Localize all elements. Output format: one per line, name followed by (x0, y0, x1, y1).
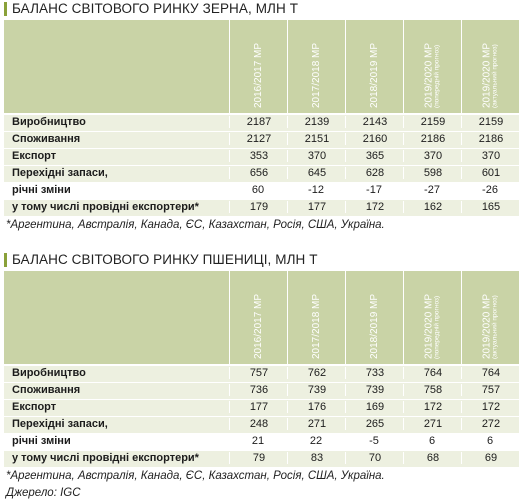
table-row (4, 383, 519, 399)
table-cell: 177 (229, 401, 288, 413)
table-cell: 169 (345, 401, 404, 413)
table-cell: 70 (345, 452, 404, 464)
table-cell: 628 (345, 167, 404, 179)
column-header-text: 2019/2020 МР (423, 293, 435, 359)
table-cell: 272 (461, 418, 520, 430)
table-cell: 370 (403, 150, 462, 162)
table-cell: 764 (461, 367, 520, 379)
column-header-text: 2017/2018 МР (311, 42, 322, 108)
table-cell: 179 (229, 201, 288, 213)
table-row (4, 400, 519, 416)
column-header-text: 2019/2020 МР (481, 42, 493, 108)
column-header-subtext: (попередній прогноз) (433, 295, 441, 359)
row-label: Виробництво (12, 116, 86, 128)
table-cell: 172 (345, 201, 404, 213)
table-cell: 172 (403, 401, 462, 413)
table-cell: 2143 (345, 116, 404, 128)
table-cell: 69 (461, 452, 520, 464)
table-cell: 739 (345, 384, 404, 396)
table-row (4, 417, 519, 433)
column-header-label (312, 294, 322, 359)
table-row (4, 132, 519, 148)
table-cell: 370 (287, 150, 346, 162)
row-label: у тому числі провідні експортери* (12, 452, 199, 464)
column-header-label (425, 294, 442, 359)
table-cell: 2186 (403, 133, 462, 145)
table-cell: 172 (461, 401, 520, 413)
table-cell: 2139 (287, 116, 346, 128)
table-cell: 6 (486, 435, 494, 447)
table-cell: -27 (424, 184, 440, 196)
column-header (287, 20, 346, 113)
table-row (4, 115, 519, 131)
column-header-label (370, 43, 380, 108)
row-label: Перехідні запаси, (12, 418, 108, 430)
title-accent-bar (4, 253, 7, 267)
column-header (403, 271, 462, 364)
table-header (4, 20, 519, 113)
table-cell: 656 (229, 167, 288, 179)
table-cell: 758 (403, 384, 462, 396)
table-cell: 165 (461, 201, 520, 213)
table-cell: -17 (366, 184, 382, 196)
table-cell: 265 (345, 418, 404, 430)
table-cell: 2186 (461, 133, 520, 145)
table-cell: 83 (287, 452, 346, 464)
column-header-label (312, 43, 322, 108)
table-cell: 353 (229, 150, 288, 162)
table-row (4, 366, 519, 382)
column-header-text: 2019/2020 МР (481, 293, 493, 359)
row-label: у тому числі провідні експортери* (12, 201, 199, 213)
column-header (345, 20, 404, 113)
table-cell: 248 (229, 418, 288, 430)
source-note: Джерело: IGC (6, 487, 81, 499)
table-row (4, 166, 519, 182)
table-cell: 2159 (403, 116, 462, 128)
table-cell: -5 (369, 435, 379, 447)
table-header (4, 271, 519, 364)
column-header-label (370, 294, 380, 359)
column-header-text: 2016/2017 МР (253, 293, 264, 359)
column-header-text: 2018/2019 МР (369, 293, 380, 359)
table-cell: 271 (287, 418, 346, 430)
table-row (4, 183, 519, 199)
table-cell: 601 (461, 167, 520, 179)
table-cell: 60 (251, 184, 265, 196)
row-label: річні зміни (12, 435, 71, 447)
table-cell: 2187 (229, 116, 288, 128)
column-header-subtext: (актуальний прогноз) (491, 44, 499, 108)
column-header-subtext: (актуальний прогноз) (491, 295, 499, 359)
column-header-text: 2017/2018 МР (311, 293, 322, 359)
wheat-table-title: БАЛАНС СВІТОВОГО РИНКУ ПШЕНИЦІ, МЛН Т (12, 252, 318, 267)
table-cell: 271 (403, 418, 462, 430)
table-cell: 370 (461, 150, 520, 162)
table-cell: 365 (345, 150, 404, 162)
column-header-subtext: (попередній прогноз) (433, 44, 441, 108)
table-cell: 764 (403, 367, 462, 379)
table-row (4, 451, 519, 467)
table-cell: 79 (229, 452, 288, 464)
column-header (287, 271, 346, 364)
table-cell: 2159 (461, 116, 520, 128)
table-cell: 2151 (287, 133, 346, 145)
table-cell: 162 (403, 201, 462, 213)
wheat-title-row (0, 251, 525, 269)
column-header-label (483, 43, 500, 108)
table-cell: 22 (309, 435, 323, 447)
column-header-label (254, 43, 264, 108)
row-label: Споживання (12, 384, 81, 396)
column-header (461, 271, 520, 364)
row-label: Споживання (12, 133, 81, 145)
table-cell: 68 (403, 452, 462, 464)
table-cell: 176 (287, 401, 346, 413)
wheat-footnote: *Аргентина, Австралія, Канада, ЄС, Казахстан, Росія, США, Україна. (6, 470, 385, 482)
row-label: Експорт (12, 150, 57, 162)
column-header (229, 20, 288, 113)
row-label: Перехідні запаси, (12, 167, 108, 179)
table-cell: -12 (308, 184, 324, 196)
table-row (4, 149, 519, 165)
table-cell: 2127 (229, 133, 288, 145)
column-header-label (254, 294, 264, 359)
column-header-text: 2016/2017 МР (253, 42, 264, 108)
table-cell: -26 (482, 184, 498, 196)
table-row (4, 200, 519, 216)
column-header-label (425, 43, 442, 108)
row-label: Виробництво (12, 367, 86, 379)
column-header (229, 271, 288, 364)
grain-footnote: *Аргентина, Австралія, Канада, ЄС, Казахстан, Росія, США, Україна. (6, 219, 385, 231)
grain-table-title: БАЛАНС СВІТОВОГО РИНКУ ЗЕРНА, МЛН Т (12, 1, 299, 16)
wheat-balance-section (0, 251, 525, 499)
table-cell: 733 (345, 367, 404, 379)
table-cell: 736 (229, 384, 288, 396)
row-label: Експорт (12, 401, 57, 413)
row-label: річні зміни (12, 184, 71, 196)
table-row (4, 434, 519, 450)
table-cell: 6 (428, 435, 436, 447)
column-header (403, 20, 462, 113)
column-header-text: 2019/2020 МР (423, 42, 435, 108)
table-cell: 21 (251, 435, 265, 447)
column-header-text: 2018/2019 МР (369, 42, 380, 108)
grain-title-row (0, 0, 525, 18)
table-cell: 2160 (345, 133, 404, 145)
table-cell: 762 (287, 367, 346, 379)
column-header-label (483, 294, 500, 359)
title-accent-bar (4, 2, 7, 16)
table-cell: 757 (229, 367, 288, 379)
table-cell: 598 (403, 167, 462, 179)
table-cell: 177 (287, 201, 346, 213)
column-header (461, 20, 520, 113)
table-cell: 757 (461, 384, 520, 396)
column-header (345, 271, 404, 364)
grain-balance-section (0, 0, 525, 231)
table-cell: 645 (287, 167, 346, 179)
table-cell: 739 (287, 384, 346, 396)
